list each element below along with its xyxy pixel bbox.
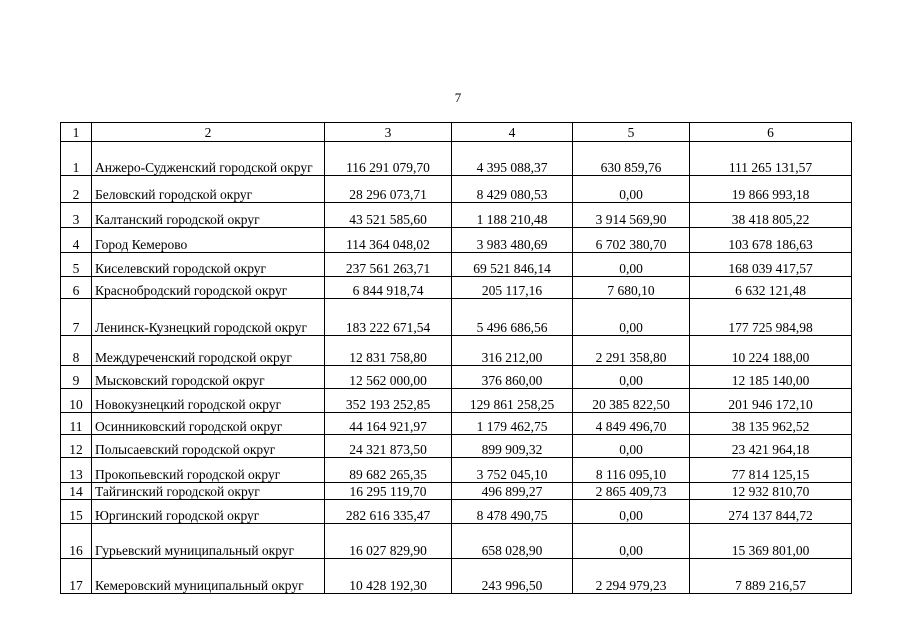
cell-col4: 376 860,00 <box>452 366 573 389</box>
row-number: 3 <box>61 203 92 228</box>
cell-col5: 8 116 095,10 <box>573 458 690 483</box>
cell-col3: 44 164 921,97 <box>325 413 452 435</box>
table-row <box>61 299 852 336</box>
column-header: 2 <box>92 123 325 142</box>
row-number: 16 <box>61 524 92 559</box>
table-row <box>61 524 852 559</box>
table-row <box>61 389 852 413</box>
cell-col6: 177 725 984,98 <box>690 299 852 336</box>
cell-col6: 77 814 125,15 <box>690 458 852 483</box>
cell-col4: 1 188 210,48 <box>452 203 573 228</box>
cell-col6: 111 265 131,57 <box>690 142 852 176</box>
cell-col4: 205 117,16 <box>452 277 573 299</box>
cell-col6: 38 135 962,52 <box>690 413 852 435</box>
column-header: 6 <box>690 123 852 142</box>
column-header: 3 <box>325 123 452 142</box>
data-table <box>60 122 852 594</box>
cell-col4: 496 899,27 <box>452 483 573 500</box>
table-row <box>61 277 852 299</box>
district-name: Город Кемерово <box>92 228 325 253</box>
table-row <box>61 203 852 228</box>
column-header: 5 <box>573 123 690 142</box>
district-name: Беловский городской округ <box>92 176 325 203</box>
cell-col5: 3 914 569,90 <box>573 203 690 228</box>
district-name: Мысковский городской округ <box>92 366 325 389</box>
table-row <box>61 228 852 253</box>
district-name: Гурьевский муниципальный округ <box>92 524 325 559</box>
table-row <box>61 366 852 389</box>
cell-col3: 237 561 263,71 <box>325 253 452 277</box>
cell-col5: 0,00 <box>573 524 690 559</box>
cell-col4: 129 861 258,25 <box>452 389 573 413</box>
row-number: 15 <box>61 500 92 524</box>
cell-col3: 6 844 918,74 <box>325 277 452 299</box>
cell-col4: 243 996,50 <box>452 559 573 594</box>
cell-col3: 28 296 073,71 <box>325 176 452 203</box>
cell-col3: 12 562 000,00 <box>325 366 452 389</box>
district-name: Ленинск-Кузнецкий городской округ <box>92 299 325 336</box>
header-row <box>61 123 852 142</box>
cell-col3: 24 321 873,50 <box>325 435 452 458</box>
cell-col6: 7 889 216,57 <box>690 559 852 594</box>
table-row <box>61 559 852 594</box>
cell-col5: 7 680,10 <box>573 277 690 299</box>
cell-col3: 282 616 335,47 <box>325 500 452 524</box>
district-name: Прокопьевский городской округ <box>92 458 325 483</box>
district-name: Анжеро-Судженский городской округ <box>92 142 325 176</box>
cell-col3: 10 428 192,30 <box>325 559 452 594</box>
row-number: 6 <box>61 277 92 299</box>
row-number: 1 <box>61 142 92 176</box>
table-row <box>61 458 852 483</box>
row-number: 12 <box>61 435 92 458</box>
cell-col4: 69 521 846,14 <box>452 253 573 277</box>
table-row <box>61 142 852 176</box>
cell-col6: 12 932 810,70 <box>690 483 852 500</box>
cell-col3: 89 682 265,35 <box>325 458 452 483</box>
district-name: Кемеровский муниципальный округ <box>92 559 325 594</box>
row-number: 7 <box>61 299 92 336</box>
cell-col6: 19 866 993,18 <box>690 176 852 203</box>
cell-col3: 116 291 079,70 <box>325 142 452 176</box>
table-row <box>61 253 852 277</box>
row-number: 10 <box>61 389 92 413</box>
cell-col4: 658 028,90 <box>452 524 573 559</box>
district-name: Полысаевский городской округ <box>92 435 325 458</box>
cell-col3: 352 193 252,85 <box>325 389 452 413</box>
district-name: Юргинский городской округ <box>92 500 325 524</box>
table-row <box>61 413 852 435</box>
cell-col4: 1 179 462,75 <box>452 413 573 435</box>
cell-col6: 15 369 801,00 <box>690 524 852 559</box>
cell-col6: 168 039 417,57 <box>690 253 852 277</box>
district-name: Калтанский городской округ <box>92 203 325 228</box>
cell-col5: 2 294 979,23 <box>573 559 690 594</box>
table-row <box>61 336 852 366</box>
cell-col6: 23 421 964,18 <box>690 435 852 458</box>
cell-col4: 8 429 080,53 <box>452 176 573 203</box>
row-number: 5 <box>61 253 92 277</box>
row-number: 17 <box>61 559 92 594</box>
district-name: Краснобродский городской округ <box>92 277 325 299</box>
row-number: 13 <box>61 458 92 483</box>
cell-col4: 8 478 490,75 <box>452 500 573 524</box>
cell-col6: 103 678 186,63 <box>690 228 852 253</box>
district-name: Новокузнецкий городской округ <box>92 389 325 413</box>
row-number: 9 <box>61 366 92 389</box>
cell-col3: 12 831 758,80 <box>325 336 452 366</box>
cell-col4: 4 395 088,37 <box>452 142 573 176</box>
row-number: 11 <box>61 413 92 435</box>
cell-col5: 20 385 822,50 <box>573 389 690 413</box>
cell-col5: 630 859,76 <box>573 142 690 176</box>
cell-col3: 114 364 048,02 <box>325 228 452 253</box>
cell-col4: 5 496 686,56 <box>452 299 573 336</box>
row-number: 4 <box>61 228 92 253</box>
row-number: 2 <box>61 176 92 203</box>
page-number: 7 <box>454 90 462 105</box>
cell-col5: 0,00 <box>573 500 690 524</box>
cell-col5: 0,00 <box>573 253 690 277</box>
table-row <box>61 176 852 203</box>
cell-col4: 899 909,32 <box>452 435 573 458</box>
cell-col6: 10 224 188,00 <box>690 336 852 366</box>
district-name: Тайгинский городской округ <box>92 483 325 500</box>
cell-col5: 0,00 <box>573 435 690 458</box>
district-name: Междуреченский городской округ <box>92 336 325 366</box>
cell-col3: 43 521 585,60 <box>325 203 452 228</box>
cell-col6: 274 137 844,72 <box>690 500 852 524</box>
cell-col4: 3 752 045,10 <box>452 458 573 483</box>
cell-col3: 183 222 671,54 <box>325 299 452 336</box>
cell-col6: 6 632 121,48 <box>690 277 852 299</box>
district-name: Осинниковский городской округ <box>92 413 325 435</box>
column-header: 1 <box>61 123 92 142</box>
cell-col5: 0,00 <box>573 366 690 389</box>
table-row <box>61 500 852 524</box>
cell-col5: 2 291 358,80 <box>573 336 690 366</box>
cell-col3: 16 027 829,90 <box>325 524 452 559</box>
cell-col6: 201 946 172,10 <box>690 389 852 413</box>
cell-col5: 2 865 409,73 <box>573 483 690 500</box>
cell-col5: 0,00 <box>573 299 690 336</box>
cell-col6: 38 418 805,22 <box>690 203 852 228</box>
cell-col5: 4 849 496,70 <box>573 413 690 435</box>
cell-col4: 316 212,00 <box>452 336 573 366</box>
cell-col5: 6 702 380,70 <box>573 228 690 253</box>
cell-col3: 16 295 119,70 <box>325 483 452 500</box>
row-number: 8 <box>61 336 92 366</box>
column-header: 4 <box>452 123 573 142</box>
cell-col4: 3 983 480,69 <box>452 228 573 253</box>
cell-col5: 0,00 <box>573 176 690 203</box>
row-number: 14 <box>61 483 92 500</box>
table-row <box>61 483 852 500</box>
cell-col6: 12 185 140,00 <box>690 366 852 389</box>
district-name: Киселевский городской округ <box>92 253 325 277</box>
table-row <box>61 435 852 458</box>
